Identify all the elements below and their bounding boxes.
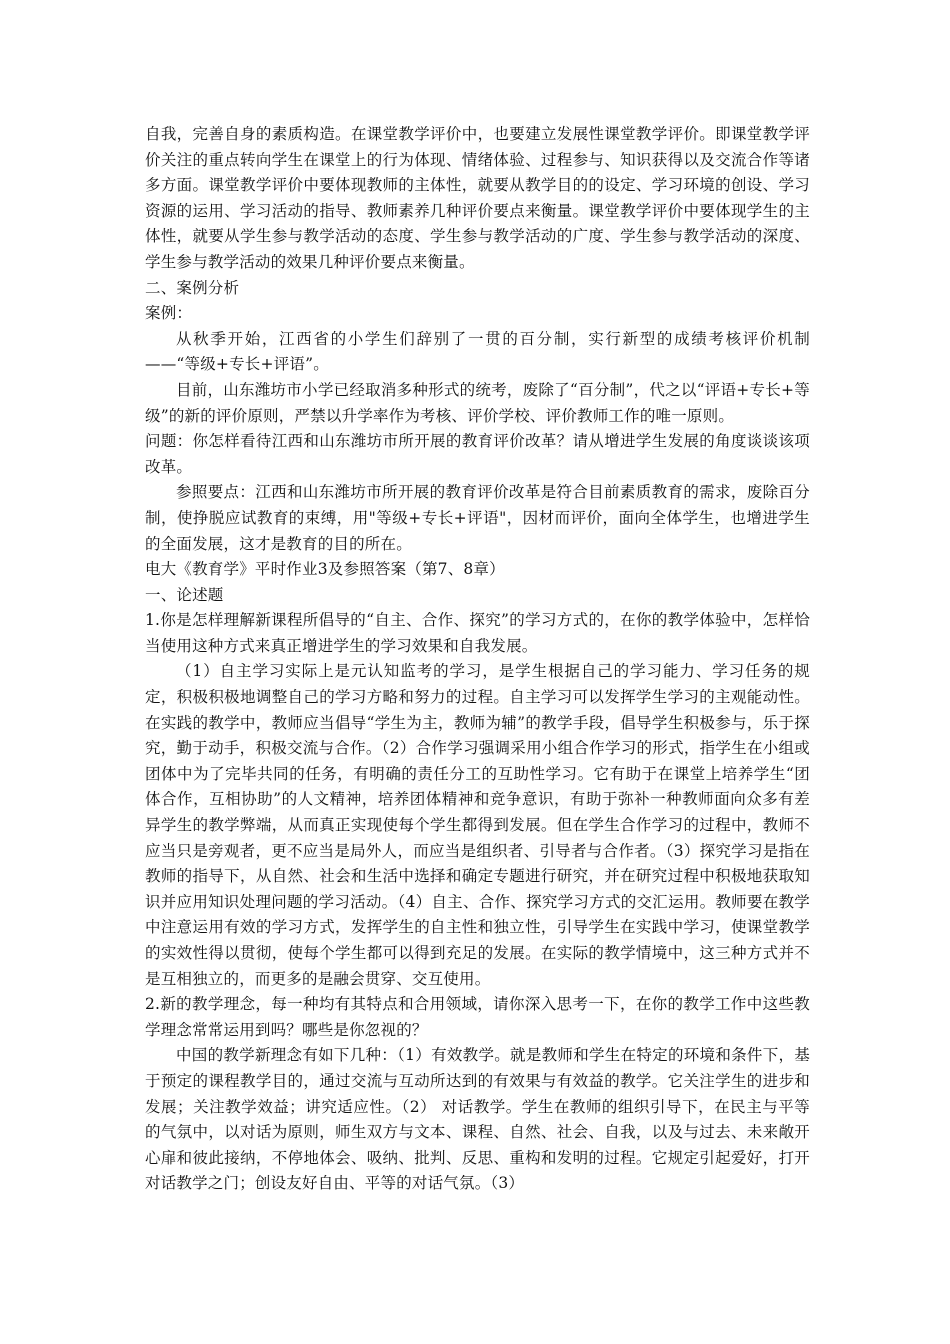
paragraph-case-jiangxi: 从秋季开始，江西省的小学生们辞别了一贯的百分制，实行新型的成绩考核评价机制——“等级+专长+评语”。	[145, 329, 810, 374]
section-heading-case-analysis: 二、案例分析	[145, 278, 240, 297]
assignment-title: 电大《教育学》平时作业3及参照答案（第7、8章）	[145, 560, 505, 579]
case-label: 案例：	[145, 304, 193, 323]
document-body	[145, 122, 810, 1197]
paragraph-question: 问题：你怎样看待江西和山东潍坊市所开展的教育评价改革？请从增进学生发展的角度谈谈该项改革。	[145, 432, 810, 476]
answer-2: 中国的教学新理念有如下几种：（1）有效教学。就是教师和学生在特定的环境和条件下，基于预定的课程教学目的，通过交流与互动所达到的有效果与有效益的教学。它关注学生的进步和发展；关注教学效益；讲究适应性。（2） 对话教学。学生在教师的组织引导下，在民主与平等的气氛中，以对话为原则，师生双方与文本、课程、自然、社会、自我，以及与过去、未来敞开心扉和彼此接纳，不停地体会、吸纳、批判、反思、重构和发明的过程。它规定引起爱好，打开对话教学之门；创设友好自由、平等的对话气氛。（3）	[145, 1046, 810, 1193]
paragraph-reference-answer: 参照要点：江西和山东潍坊市所开展的教育评价改革是符合目前素质教育的需求，废除百分制，使挣脱应试教育的束缚，用"等级+专长+评语"，因材而评价，面向全体学生，也增进学生的全面发展，这才是教育的目的所在。	[145, 483, 810, 553]
question-2: 2.新的教学理念，每一种均有其特点和合用领域，请你深入思考一下，在你的教学工作中这些教学理念常常运用到吗？哪些是你忽视的？	[145, 995, 810, 1039]
paragraph-evaluation-summary: 自我，完善自身的素质构造。在课堂教学评价中，也要建立发展性课堂教学评价。即课堂教学评价关注的重点转向学生在课堂上的行为体现、情绪体验、过程参与、知识获得以及交流合作等诸多方面。课堂教学评价中要体现教师的主体性，就要从教学目的的设定、学习环境的创设、学习资源的运用、学习活动的指导、教师素养几种评价要点来衡量。课堂教学评价中要体现学生的主体性，就要从学生参与教学活动的态度、学生参与教学活动的广度、学生参与教学活动的深度、学生参与教学活动的效果几种评价要点来衡量。	[145, 125, 810, 271]
answer-1: （1）自主学习实际上是元认知监考的学习，是学生根据自己的学习能力、学习任务的规定，积极积极地调整自己的学习方略和努力的过程。自主学习可以发挥学生学习的主观能动性。在实践的教学中，教师应当倡导“学生为主，教师为辅”的教学手段，倡导学生积极参与，乐于探究，勤于动手，积极交流与合作。（2）合作学习强调采用小组合作学习的形式，指学生在小组或团体中为了完毕共同的任务，有明确的责任分工的互助性学习。它有助于在课堂上培养学生“团体合作，互相协助”的人文精神，培养团体精神和竞争意识，有助于弥补一种教师面向众多有差异学生的教学弊端，从而真正实现使每个学生都得到发展。但在学生合作学习的过程中，教师不应当只是旁观者，更不应当是局外人，而应当是组织者、引导者与合作者。（3）探究学习是指在教师的指导下，从自然、社会和生活中选择和确定专题进行研究，并在研究过程中积极地获取知识并应用知识处理问题的学习活动。（4）自主、合作、探究学习方式的交汇运用。教师要在教学中注意运用有效的学习方式，发挥学生的自主性和独立性，引导学生在实践中学习，使课堂教学的实效性得以贯彻，使每个学生都可以得到充足的发展。在实际的教学情境中，这三种方式并不是互相独立的，而更多的是融会贯穿、交互使用。	[145, 662, 810, 988]
paragraph-case-weifang: 目前，山东潍坊市小学已经取消多种形式的统考，废除了“百分制”，代之以“评语+专长+等级”的新的评价原则，严禁以升学率作为考核、评价学校、评价教师工作的唯一原则。	[145, 380, 810, 425]
question-1: 1.你是怎样理解新课程所倡导的“自主、合作、探究”的学习方式的，在你的教学体验中，怎样恰当使用这种方式来真正增进学生的学习效果和自我发展。	[145, 611, 810, 655]
section-heading-essay: 一、论述题	[145, 585, 224, 604]
